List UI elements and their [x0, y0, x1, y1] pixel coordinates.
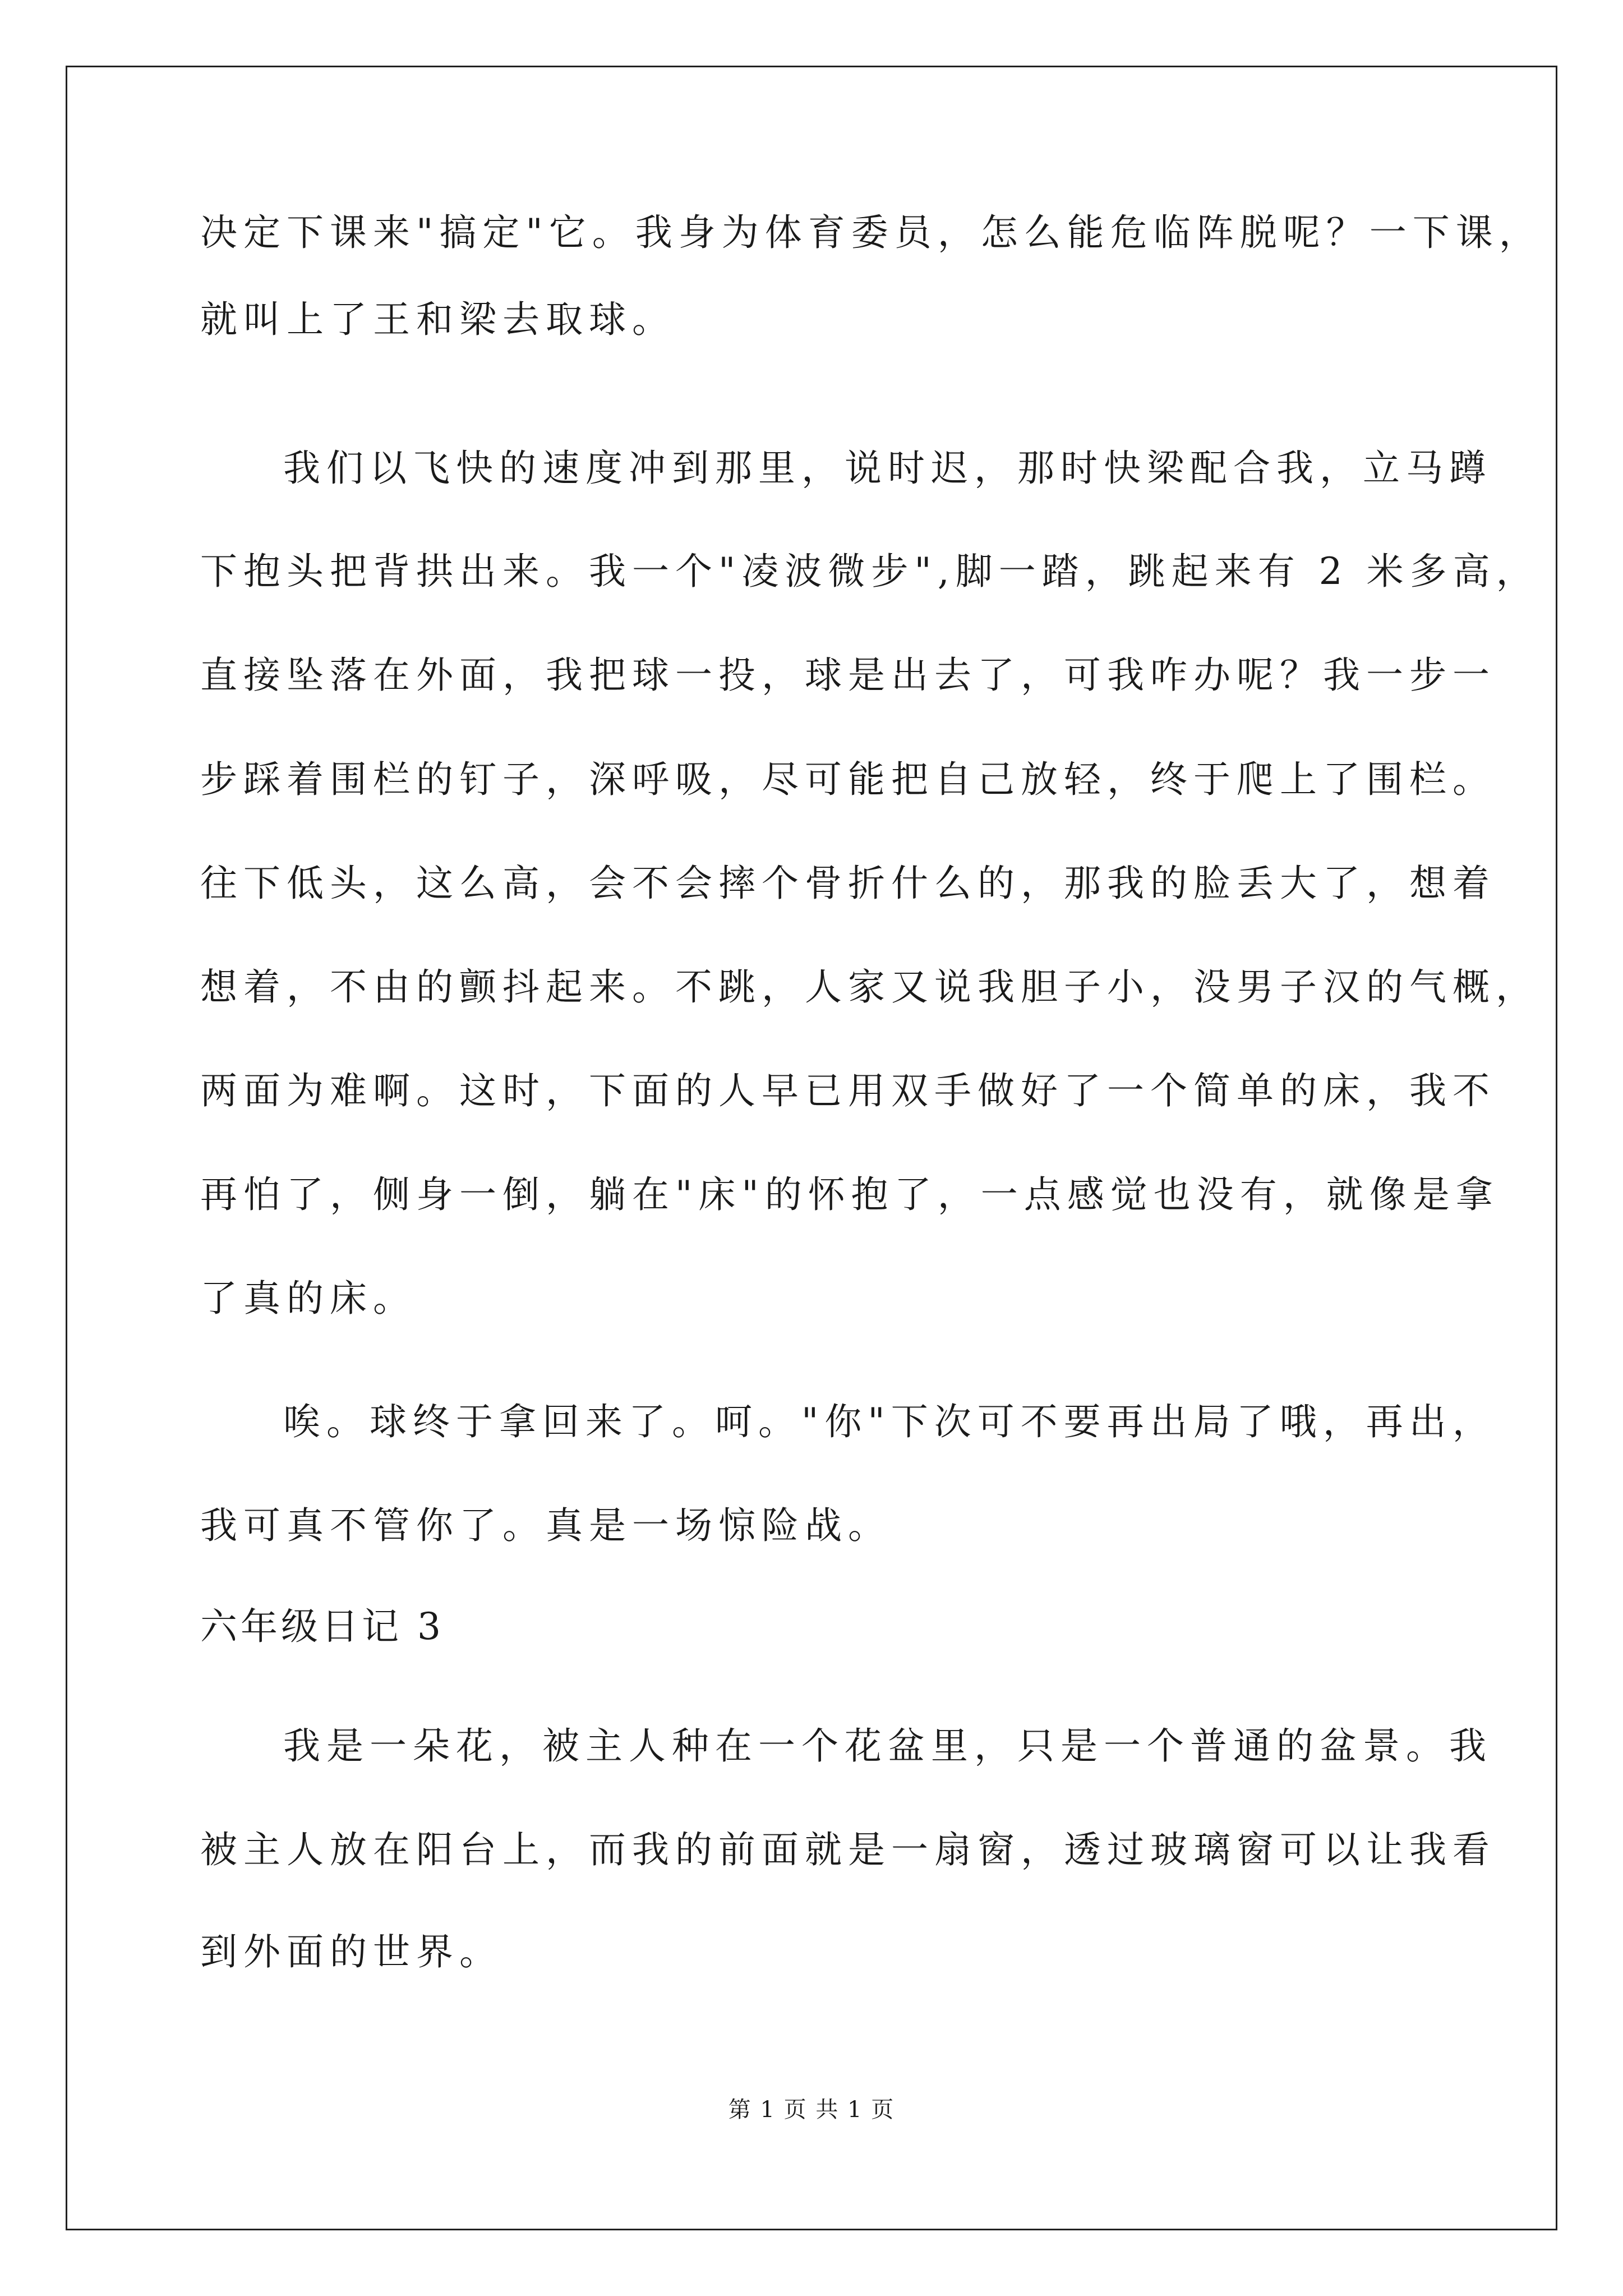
text-line: 下抱头把背拱出来。我一个"凌波微步",脚一踏，跳起来有 2 米多高，	[200, 550, 1539, 593]
text-line: 直接坠落在外面，我把球一投，球是出去了，可我咋办呢？我一步一	[200, 654, 1496, 697]
text-line: 我们以飞快的速度冲到那里，说时迟，那时快梁配合我，立马蹲	[283, 447, 1492, 490]
text-line: 再怕了，侧身一倒，躺在"床"的怀抱了，一点感觉也没有，就像是拿	[200, 1173, 1499, 1216]
text-line: 我可真不管你了。真是一场惊险战。	[200, 1504, 891, 1547]
text-line: 我是一朵花，被主人种在一个花盆里，只是一个普通的盆景。我	[283, 1724, 1492, 1768]
text-line: 往下低头，这么高，会不会摔个骨折什么的，那我的脸丢大了，想着	[200, 862, 1496, 905]
text-line: 了真的床。	[200, 1277, 416, 1320]
page-footer: 第 1 页 共 1 页	[728, 2097, 895, 2123]
text-line: 两面为难啊。这时，下面的人早已用双手做好了一个简单的床，我不	[200, 1069, 1496, 1112]
section-heading: 六年级日记 3	[200, 1605, 444, 1648]
text-line: 决定下课来"搞定"它。我身为体育委员，怎么能危临阵脱呢？一下课，	[200, 211, 1542, 254]
text-line: 被主人放在阳台上，而我的前面就是一扇窗，透过玻璃窗可以让我看	[200, 1828, 1496, 1871]
text-line: 就叫上了王和梁去取球。	[200, 298, 675, 341]
text-line: 想着，不由的颤抖起来。不跳，人家又说我胆子小，没男子汉的气概，	[200, 965, 1539, 1009]
text-line: 步踩着围栏的钉子，深呼吸，尽可能把自己放轻，终于爬上了围栏。	[200, 758, 1496, 801]
text-line: 到外面的世界。	[200, 1930, 502, 1973]
page-border	[66, 66, 1557, 2230]
text-line: 唉。球终于拿回来了。呵。"你"下次可不要再出局了哦，再出，	[283, 1400, 1496, 1443]
